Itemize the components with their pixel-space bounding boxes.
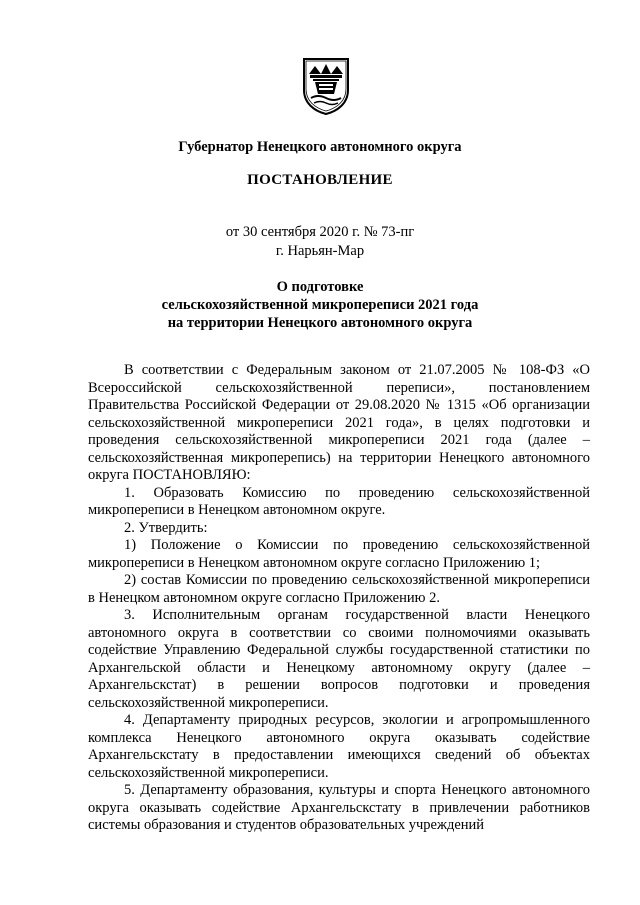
item-2-1: 1) Положение о Комиссии по проведению сельскохозяйственной микропереписи в Ненецком автономном округе согласно Приложению 1; [88, 537, 590, 571]
item-1: 1. Образовать Комиссию по проведению сельскохозяйственной микропереписи в Ненецком автономном округе. [88, 484, 590, 518]
item-5: 5. Департаменту образования, культуры и спорта Ненецкого автономного округа оказывать содействие Архангельскстату в привлечении работников системы образования и студентов образовательных учреждений [88, 782, 590, 833]
date-and-number: от 30 сентября 2020 г. № 73-пг [225, 224, 415, 240]
title-line-1: О подготовке [276, 279, 364, 295]
item-3: 3. Исполнительным органам государственной власти Ненецкого автономного округа в соответствии со своими полномочиями оказывать содействие Управлению Федеральной службы государственной статистики по Архангельской области и Ненецкому автономному округу (далее – Архангельскстат) в решении вопросов подготовки и проведения сельскохозяйственной микропереписи. [88, 607, 590, 711]
preamble-paragraph: В соответствии с Федеральным законом от 21.07.2005 № 108-ФЗ «О Всероссийской сельскохозяйственной переписи», постановлением Правительства Российской Федерации от 29.08.2020 № 1315 «Об организации сельскохозяйственной микропереписи 2021 года», в целях подготовки и проведения сельскохозяйственной микропереписи 2021 года (далее – сельскохозяйственная микроперепись) на территории Ненецкого автономного округа ПОСТАНОВЛЯЮ: [88, 362, 590, 483]
item-2-2: 2) состав Комиссии по проведению сельскохозяйственной микропереписи в Ненецком автономном округе согласно Приложению 2. [88, 572, 590, 606]
issuer-title: Губернатор Ненецкого автономного округа [178, 139, 462, 155]
coat-of-arms-emblem [301, 56, 351, 116]
item-2: 2. Утвердить: [124, 519, 208, 536]
document-type: ПОСТАНОВЛЕНИЕ [247, 172, 393, 188]
item-4: 4. Департаменту природных ресурсов, экологии и агропромышленного комплекса Ненецкого автономного округа оказывать содействие Архангельскстату в предоставлении имеющихся сведений об объектах сельскохозяйственной микропереписи. [88, 712, 590, 781]
title-line-2: сельскохозяйственной микропереписи 2021 года [161, 297, 479, 313]
document-body [88, 362, 590, 835]
city: г. Нарьян-Мар [275, 243, 365, 259]
title-line-3: на территории Ненецкого автономного округа [167, 315, 473, 331]
document-title [0, 278, 640, 332]
